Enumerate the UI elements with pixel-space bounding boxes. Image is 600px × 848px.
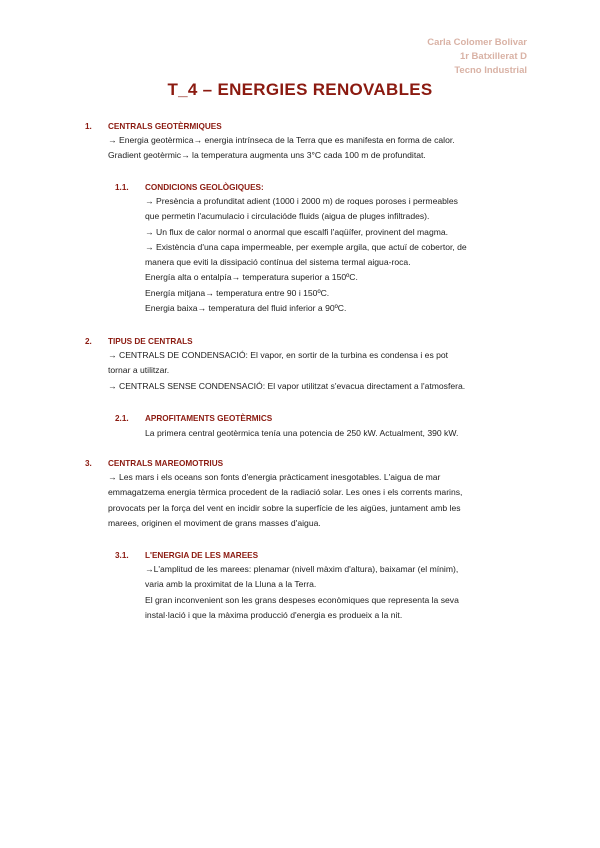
text-line: → Un flux de calor normal o anormal que escalfi l'aqüífer, provinent del magma.	[145, 226, 449, 237]
text-line: El gran inconvenient son les grans despeses econòmiques que representa la seva	[145, 594, 459, 605]
text-line: manera que eviti la dissipació contínua del sistema termal aigua-roca.	[145, 257, 411, 268]
subsection-1-1-heading: CONDICIONS GEOLÒGIQUES:	[145, 183, 264, 192]
section-3-heading: CENTRALS MAREOMOTRIUS	[108, 459, 224, 468]
text-line: Energía mitjana→ temperatura entre 90 i 150ºC.	[145, 287, 330, 298]
text-line: → Les mars i els oceans son fonts d'energia pràcticament inesgotables. L'aigua de mar	[108, 472, 441, 482]
text-line: instal·lació i que la màxima producció d'energia es produeix a la nit.	[145, 609, 403, 620]
section-2-number: 2.	[85, 337, 92, 346]
section-1-number: 1.	[85, 122, 92, 131]
text-line: → CENTRALS SENSE CONDENSACIÓ: El vapor utilitzat s'evacua directament a l'atmosfera.	[108, 380, 466, 391]
text-line: La primera central geotèrmica tenía una potencia de 250 kW. Actualment, 390 kW.	[145, 428, 459, 438]
text-line: marees, originen el moviment de grans masses d'aigua.	[108, 517, 321, 528]
subsection-1-1-text	[145, 194, 467, 316]
section-1-text	[108, 133, 455, 164]
subsection-3-1-heading: L'ENERGIA DE LES MAREES	[145, 551, 259, 560]
text-line: →L'amplitud de les marees: plenamar (nivell màxim d'altura), baixamar (el mínim),	[145, 564, 459, 574]
section-1-heading: CENTRALS GEOTÈRMIQUES	[108, 122, 222, 131]
text-line: provocats per la força del vent en incidir sobre la superfície de les aigües, juntament amb les	[108, 502, 461, 513]
text-line: varia amb la proximitat de la Lluna a la Terra.	[145, 579, 317, 590]
subsection-3-1-text	[145, 562, 459, 623]
section-3-text	[108, 470, 462, 531]
subsection-2-1-text	[145, 426, 458, 441]
text-line: → Presència a profunditat adient (1000 i 2000 m) de roques poroses i permeables	[145, 196, 458, 206]
subsection-2-1-heading: APROFITAMENTS GEOTÈRMICS	[145, 414, 273, 423]
subsection-2-1-number: 2.1.	[115, 414, 129, 423]
author-course: 1r Batxillerat D	[459, 51, 527, 62]
section-2-text	[108, 348, 465, 394]
text-line: → Existència d'una capa impermeable, per exemple argila, que actuï de cobertor, de	[145, 241, 467, 252]
text-line: → Energia geotèrmica→ energia intrínseca de la Terra que es manifesta en forma de calor.	[108, 135, 455, 145]
text-line: Gradient geotèrmic→ la temperatura augmenta uns 3°C cada 100 m de profunditat.	[108, 150, 426, 161]
author-name: Carla Colomer Bolivar	[427, 37, 527, 48]
text-line: tornar a utilitzar.	[108, 365, 170, 376]
subsection-1-1-number: 1.1.	[115, 183, 129, 192]
text-line: emmagatzema energia tèrmica procedent de la radiació solar. Les ones i els corrents marins,	[108, 487, 463, 498]
page-title: T_4 – ENERGIES RENOVABLES	[167, 80, 433, 99]
text-line: → CENTRALS DE CONDENSACIÓ: El vapor, en sortir de la turbina es condensa i es pot	[108, 350, 449, 360]
text-line: Energia baixa→ temperatura del fluid inferior a 90ºC.	[145, 303, 347, 314]
author-block	[427, 36, 527, 78]
text-line: Energía alta o entalpía→ temperatura superior a 150ºC.	[145, 272, 358, 283]
text-line: que permetin l'acumulacio i circulacióde fluids (aigua de pluges infiltrades).	[145, 211, 430, 222]
author-subject: Tecno Industrial	[454, 65, 527, 76]
section-3-number: 3.	[85, 459, 92, 468]
section-2-heading: TIPUS DE CENTRALS	[108, 337, 193, 346]
subsection-3-1-number: 3.1.	[115, 551, 129, 560]
